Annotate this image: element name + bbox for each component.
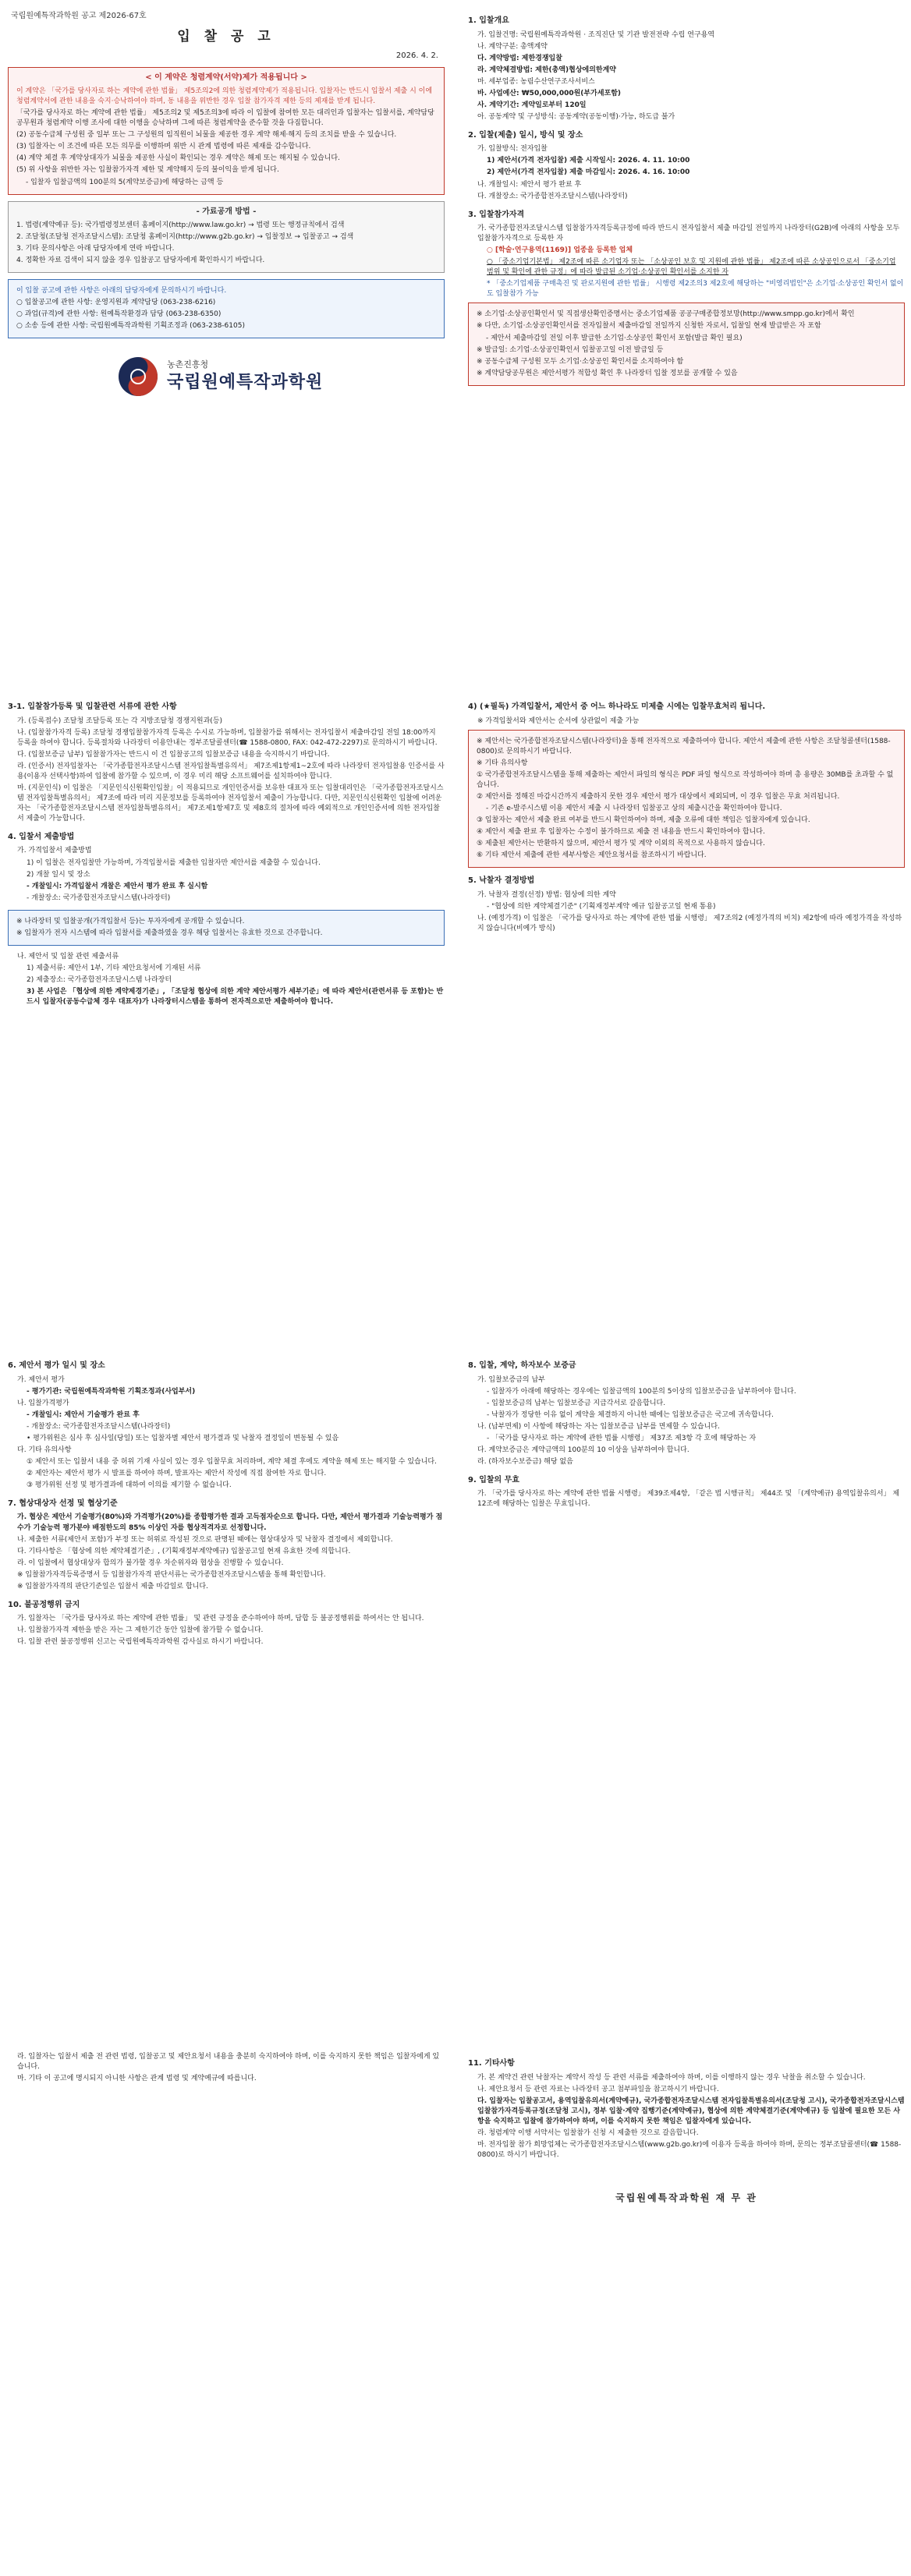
integrity-warning-title: < 이 계약은 청렴계약(서약)제가 적용됩니다 >	[145, 73, 307, 82]
section-heading: 10. 불공정행위 금지	[8, 1600, 80, 1609]
deposit-item: 다. 계약보증금은 계약금액의 100분의 10 이상을 납부하여야 합니다.	[477, 1445, 689, 1454]
submission-note-box	[8, 910, 445, 946]
evaluation-item: - 개찰장소: 국가종합전자조달시스템(나라장터)	[27, 1422, 171, 1431]
issuer-signature: 국립원예특작과학원 재 무 관	[615, 2192, 757, 2203]
eligibility-note: ※ 공동수급체 구성원 모두 소기업·소상공인 확인서를 소지하여야 함	[477, 357, 684, 366]
overview-item: 사. 계약기간: 계약일로부터 120일	[477, 101, 587, 109]
proposal-note: - 기존 e-발주시스템 이용 제안서 제출 시 나라장터 입찰공고 상의 제출시간을 확인하여야 합니다.	[486, 804, 782, 812]
notice-date: 2026. 4. 2.	[395, 51, 438, 61]
negotiation-item: 다. 기타사항은 「협상에 의한 계약체결기준」, (기획재정부계약예규) 입찰공고일 현재 유효한 것에 의합니다.	[17, 1547, 351, 1555]
logo-subtitle: 농촌진흥청	[167, 359, 209, 370]
deposit-item: - 「국가를 당사자로 하는 계약에 관한 법률 시행령」 제37조 제3항 각 호에 해당하는 자	[487, 1434, 757, 1442]
proposal-note: ⑤ 제출된 제안서는 반환하지 않으며, 제안서 평가 및 계약 이외의 목적으로 사용하지 않습니다.	[477, 839, 765, 847]
eligibility-note: - 제안서 제출마감일 전일 이후 발급한 소기업·소상공인 확인서 포함(발급 확인 필요)	[486, 334, 743, 342]
misc-line: 라. 입찰자는 입찰서 제출 전 관련 법령, 입찰공고 및 제안요청서 내용을 충분히 숙지하여야 하며, 이를 숙지하지 못한 책임은 입찰자에게 있습니다.	[17, 2053, 440, 2072]
eligibility-item: 가. 국가종합전자조달시스템 입찰참가자격등록규정에 따라 반드시 전자입찰서 제출 마감일 전일까지 나라장터(G2B)에 아래의 사항을 모두 입찰참가자격으로 등록한 자	[477, 225, 900, 243]
section-heading: 2. 입찰(제출) 일시, 방식 및 장소	[468, 130, 583, 140]
overview-item: 아. 공동계약 및 구성방식: 공동계약(공동이행)·가능, 하도급 불가	[477, 112, 675, 121]
documents-item: 2) 제출장소: 국가종합전자조달시스템 나라장터	[27, 975, 172, 984]
evaluation-item: • 평가위원은 심사 후 심사일(당일) 또는 입찰자별 제안서 평가결과 및 낙찰자 결정일이 변동될 수 있음	[27, 1434, 339, 1442]
section-heading: 5. 낙찰자 결정방법	[468, 876, 535, 886]
overview-item: 마. 세부업종: 농림수산연구조사서비스	[477, 77, 595, 86]
section-heading: 9. 입찰의 무효	[468, 1475, 520, 1484]
contact-line: ○ 입찰공고에 관한 사항: 운영지원과 계약담당 (063-238-6216)	[16, 299, 216, 307]
submission-item: - 개찰장소: 국가종합전자조달시스템(나라장터)	[27, 893, 171, 902]
negotiation-item: 나. 제출한 서류(제안서 포함)가 부정 또는 허위로 작성된 것으로 판명된 때에는 협상대상자 및 낙찰자 결정에서 제외합니다.	[17, 1535, 393, 1544]
schedule-item: 다. 개찰장소: 국가종합전자조달시스템(나라장터)	[477, 192, 628, 200]
documents-item: 1) 제출서류: 제안서 1부, 기타 제안요청서에 기재된 서류	[27, 964, 201, 972]
section-heading: 3. 입찰참가자격	[468, 210, 525, 219]
award-item: 가. 낙찰자 결정(선정) 방법: 협상에 의한 계약	[477, 890, 616, 899]
negotiation-note: ※ 입찰참가자격등록증명서 등 입찰참가자격 판단서류는 국가종합전자조달시스템을 통해 확인합니다.	[17, 1570, 326, 1579]
page-5	[8, 1353, 445, 1945]
section-heading: 8. 입찰, 계약, 하자보수 보증금	[468, 1361, 576, 1370]
notice-title: 입 찰 공 고	[177, 28, 275, 44]
invalid-bid-item: 가. 「국가를 당사자로 하는 계약에 관한 법률 시행령」 제39조제4항, 「같은 법 시행규칙」 제44조 및 「(계약예규) 용역입찰유의서」 제12조에 해당하는 입찰은 무효입니다.	[477, 1490, 900, 1509]
schedule-item: 2) 제안서(가격 전자입찰) 제출 마감일시: 2026. 4. 16. 10:00	[487, 168, 690, 177]
submission-item: 가. 가격입찰서 제출방법	[17, 847, 92, 855]
deposit-item: 나. (납부면제) 이 사항에 해당하는 자는 입찰보증금 납부를 면제할 수 있습니다.	[477, 1422, 720, 1431]
schedule-item: 1) 제안서(가격 전자입찰) 제출 시작일시: 2026. 4. 11. 10:00	[487, 157, 690, 165]
other-item: 가. 본 계약건 관련 낙찰자는 계약서 작성 등 관련 서류를 제출하여야 하며, 이를 이행하지 않는 경우 낙찰을 취소할 수 있습니다.	[477, 2073, 866, 2082]
deposit-item: 라. (하자보수보증금) 해당 없음	[477, 1457, 573, 1466]
other-item: 라. 청렴계약 이행 서약서는 입찰참가 신청 시 제출한 것으로 갈음합니다.	[477, 2128, 699, 2137]
taegeuk-logo-icon	[117, 356, 159, 398]
submission-item: 2) 개찰 일시 및 장소	[27, 870, 90, 879]
proposal-notice-box	[468, 730, 905, 869]
deposit-item: - 입찰보증금의 납부는 입찰보증금 지급각서로 갈음합니다.	[487, 1399, 666, 1407]
other-item: 마. 전자입찰 참가 희망업체는 국가종합전자조달시스템(www.g2b.go.kr)에 이용자 등록을 하여야 하며, 문의는 정부조달콜센터(☎ 1588-0800)로 하시기 바랍니다.	[477, 2140, 902, 2159]
info-line: 4. 정확한 자료 검색이 되지 않을 경우 입찰공고 담당자에게 확인하시기 바랍니다.	[16, 257, 265, 265]
proposal-note: ③ 입찰자는 제안서 제출 완료 여부를 반드시 확인하여야 하며, 제출 오류에 대한 책임은 입찰자에게 있습니다.	[477, 816, 810, 824]
submission-note: ※ 입찰자가 전자 시스템에 따라 입찰서를 제출하였을 경우 해당 입찰서는 유효한 것으로 간주합니다.	[16, 929, 323, 937]
eligibility-notice-box	[468, 303, 905, 385]
registration-item: 나. (입찰참가자격 등록) 조달청 경쟁입찰참가자격 등록은 수시로 가능하며, 입찰참가를 위해서는 전자입찰서 제출마감일 전일 18:00까지 등록을 하여야 합니다. 등록절차와 나라장터 이용안내는 정부조달콜센터(☎ 1588-0800, FAX: 042-472-2297)로 문의하시기 바랍니다.	[17, 728, 438, 747]
evaluation-item: ② 제안자는 제안서 평가 시 발표를 하여야 하며, 발표자는 제안서 작성에 직접 참여한 자로 합니다.	[27, 1469, 327, 1477]
negotiation-item: 가. 협상은 제안서 기술평가(80%)와 가격평가(20%)를 종합평가한 결과 고득점자순으로 합니다. 다만, 제안서 평가결과 기술능력평가 점수가 기술능력 평가분야 배점한도의 85% 이상인 자를 협상적격자로 선정합니다.	[17, 1513, 443, 1532]
section-heading: 4) (★필독) 가격입찰서, 제안서 중 어느 하나라도 미제출 시에는 입찰무효처리 됩니다.	[468, 702, 766, 711]
section-heading: 1. 입찰개요	[468, 16, 509, 25]
page-2	[468, 8, 905, 694]
fairness-item: 다. 입찰 관련 불공정행위 신고는 국립원예특작과학원 감사실로 하시기 바랍니다.	[17, 1638, 264, 1647]
evaluation-item: ① 제안서 또는 입찰서 내용 중 허위 기재 사실이 있는 경우 입찰무효 처리하며, 계약 체결 후에도 계약을 해제 또는 해지할 수 있습니다.	[27, 1457, 437, 1466]
page-7	[8, 2051, 445, 2565]
eligibility-note: ※ 소기업·소상공인확인서 및 직접생산확인증명서는 중소기업제품 공공구매종합정보망(http://www.smpp.go.kr)에서 확인	[477, 310, 855, 319]
proposal-note: ※ 기타 유의사항	[477, 759, 528, 767]
evaluation-item: 가. 제안서 평가	[17, 1375, 65, 1384]
overview-item: 라. 계약체결방법: 제한(총액)협상에의한계약	[477, 65, 617, 74]
award-item: 나. (예정가격) 이 입찰은 「국가를 당사자로 하는 계약에 관한 법률 시행령」 제7조의2 (예정가격의 비치) 제2항에 따라 예정가격을 작성하지 않습니다(비예가 방식)	[477, 914, 902, 932]
eligibility-note: ※ 계약담당공무원은 제안서평가 적합성 확인 후 나라장터 입찰 정보를 공개할 수 있음	[477, 369, 738, 377]
info-line: 3. 기타 문의사항은 아래 담당자에게 연락 바랍니다.	[16, 245, 175, 253]
evaluation-item: ③ 평가위원 선정 및 평가결과에 대하여 이의를 제기할 수 없습니다.	[27, 1481, 232, 1489]
section-heading: 11. 기타사항	[468, 2059, 515, 2068]
submission-item: 1) 이 입찰은 전자입찰만 가능하며, 가격입찰서를 제출한 입찰자만 제안서를 제출할 수 있습니다.	[27, 858, 321, 867]
page-3	[8, 694, 445, 1255]
notice-number: 국립원예특작과학원 공고 제2026-67호	[11, 12, 147, 20]
contact-line: 이 입찰 공고에 관한 사항은 아래의 담당자에게 문의하시기 바랍니다.	[16, 287, 227, 295]
evaluation-item: 나. 입찰가격평가	[17, 1399, 69, 1407]
info-disclosure-title: - 가료공개 방법 -	[196, 207, 257, 216]
contact-line: ○ 소송 등에 관한 사항: 국립원예특작과학원 기획조정과 (063-238-6105)	[16, 322, 245, 331]
warning-line: 이 계약은 「국가를 당사자로 하는 계약에 관한 법률」 제5조의2에 의한 청렴계약제가 적용됩니다. 입찰자는 반드시 입찰서 제출 시 이에 청렴계약서에 관한 내용을 숙지·승낙하여야 하며, 동 내용을 위반한 경우 입찰 참가자격 제한 등의 제재를 받게 됩니다.	[16, 87, 433, 106]
deposit-item: 가. 입찰보증금의 납부	[477, 1375, 545, 1384]
warning-line: (3) 입찰자는 이 조건에 따른 모든 의무를 이행하며 위반 시 관계 법령에 따른 제재를 감수합니다.	[16, 143, 311, 151]
other-item: 나. 제안요청서 등 관련 자료는 나라장터 공고 첨부파일을 참고하시기 바랍니다.	[477, 2085, 719, 2093]
documents-item: 3) 본 사업은 「협상에 의한 계약제경기준」, 「조달청 협상에 의한 계약 제안서평가 세부기준」에 따라 제안서(관련서류 등 포함)는 반드시 입찰자(공동수급체 경우 대표자)가 나라장터시스템을 통하여 전자적으로만 제출하여야 합니다.	[27, 987, 444, 1006]
eligibility-item: ○ 「중소기업기본법」 제2조에 따른 소기업자 또는 「소상공인 보호 및 지원에 관한 법률」 제2조에 따른 소상공인으로서 「중소기업 범위 및 확인에 관한 규정」에 따라 발급된 소기업·소상공인 확인서를 소지한 자	[487, 258, 896, 277]
page-6	[468, 1353, 905, 1945]
proposal-note: ※ 제안서는 국가종합전자조달시스템(나라장터)을 통해 전자적으로 제출하여야 합니다. 제안서 제출에 관한 사항은 조달청콜센터(1588-0800)로 문의하시기 바랍니다.	[477, 737, 891, 755]
schedule-item: 가. 입찰방식: 전자입찰	[477, 145, 548, 154]
warning-line: - 입찰자 입찰금액의 100분의 5(계약보증금)에 해당하는 금액 등	[26, 178, 224, 186]
overview-item: 나. 계약구분: 총액계약	[477, 42, 548, 51]
schedule-item: 나. 개찰일시: 제안서 평가 완료 후	[477, 180, 582, 189]
warning-line: (4) 계약 체결 후 계약상대자가 뇌물을 제공한 사실이 확인되는 경우 계약은 해제 또는 해지될 수 있습니다.	[16, 154, 340, 163]
info-line: 1. 법령(계약예규 등): 국가법령정보센터 홈페이지(http://www.law.go.kr) → 법령 또는 행정규칙에서 검색	[16, 221, 345, 230]
page-1	[8, 8, 445, 694]
negotiation-note: ※ 입찰참가자격의 판단기준일은 입찰서 제출 마감일로 합니다.	[17, 1582, 208, 1591]
overview-item: 바. 사업예산: ₩50,000,000원(부가세포함)	[477, 89, 622, 97]
submission-item: - 개찰일시: 가격입찰서 개찰은 제안서 평가 완료 후 실시함	[27, 882, 208, 890]
proposal-note: ② 제안서를 정해진 마감시간까지 제출하지 못한 경우 제안서 평가 대상에서 제외되며, 이 경우 입찰은 무효 처리됩니다.	[477, 792, 840, 801]
registration-item: 가. (등록접수) 조달청 조달등록 또는 각 지방조달청 경쟁지원과(등)	[17, 717, 222, 725]
page-4	[468, 694, 905, 1255]
negotiation-item: 라. 이 입찰에서 협상대상자 합의가 불가할 경우 차순위자와 협상을 진행할 수 있습니다.	[17, 1559, 284, 1567]
award-item: - "협상에 의한 계약체결기준" (기획재정부계약 예규 입찰공고일 현재 통용)	[487, 902, 716, 911]
submission-sub-note: ※ 가격입찰서와 제안서는 순서에 상관없이 제출 가능	[477, 717, 640, 725]
proposal-note: ① 국가종합전자조달시스템을 통해 제출하는 제안서 파일의 형식은 PDF 파일 형식으로 작성하여야 하며 총 용량은 30MB를 초과할 수 없습니다.	[477, 770, 894, 789]
eligibility-note: ※ 발급일: 소기업·소상공인확인서 입찰공고일 이전 발급일 등	[477, 345, 664, 354]
evaluation-item: - 개찰일시: 제안서 기술평가 완료 후	[27, 1410, 140, 1419]
logo-title: 국립원예특작과학원	[167, 373, 324, 393]
institute-logo	[117, 356, 445, 398]
submission-note: ※ 나라장터 및 입찰공개(가격입찰서 등)는 투자자에게 공개할 수 있습니다.	[16, 917, 245, 925]
proposal-note: ④ 제안서 제출 완료 후 입찰자는 수정이 불가하므로 제출 전 내용을 반드시 확인하여야 합니다.	[477, 827, 765, 836]
evaluation-item: 다. 기타 유의사항	[17, 1445, 72, 1454]
info-line: 2. 조달청(조달청 전자조달시스템): 조달청 홈페이지(http://www.g2b.go.kr) → 입찰정보 → 입찰공고 → 검색	[16, 233, 354, 242]
other-item: 다. 입찰자는 입찰공고서, 용역입찰유의서(계약예규), 국가종합전자조달시스템 전자입찰특별유의서(조달청 고시), 국가종합전자조달시스템 입찰참가자격등록규정(조달청 고시), 정부 입찰·계약 집행기준(계약예규), 협상에 의한 계약체결기준(계약예규) 등 입찰에 필요한 모든 사항을 숙지하고 입찰에 참가하여야 하며, 이를 숙지하지 못한 책임은 입찰자에게 있습니다.	[477, 2097, 905, 2125]
fairness-item: 가. 입찰자는 「국가를 당사자로 하는 계약에 관한 법률」 및 관련 규정을 준수하여야 하며, 담합 등 불공정행위를 하여서는 안 됩니다.	[17, 1615, 424, 1623]
overview-item: 다. 계약방법: 제한경쟁입찰	[477, 54, 562, 62]
contact-box	[8, 279, 445, 338]
eligibility-note: ※ 다만, 소기업·소상공인확인서를 전자입찰서 제출마감일 전일까지 신청한 자로서, 입찰일 현재 발급받은 자 포함	[477, 322, 821, 331]
documents-item: 나. 제안서 및 입찰 관련 제출서류	[17, 952, 119, 961]
eligibility-item: ○ [학술·연구용역(1169)] 업종을 등록한 업체	[487, 246, 633, 255]
evaluation-item: - 평가기관: 국립원예특작과학원 기획조정과(사업부서)	[27, 1387, 196, 1396]
section-heading: 7. 협상대상자 선정 및 협상기준	[8, 1499, 118, 1508]
registration-item: 다. (입찰보증금 납부) 입찰참가자는 반드시 이 건 입찰공고의 입찰보증금 내용을 숙지하시기 바랍니다.	[17, 750, 330, 759]
section-heading: 6. 제안서 평가 일시 및 장소	[8, 1361, 105, 1370]
deposit-item: - 낙찰자가 정당한 이유 없이 계약을 체결하지 아니한 때에는 입찰보증금은 국고에 귀속합니다.	[487, 1410, 774, 1419]
proposal-note: ⑥ 기타 제안서 제출에 관한 세부사항은 제안요청서를 참조하시기 바랍니다.	[477, 851, 707, 860]
fairness-item: 나. 입찰참가자격 제한을 받은 자는 그 제한기간 동안 입찰에 참가할 수 없습니다.	[17, 1626, 264, 1635]
contact-line: ○ 과업(규격)에 관한 사항: 원예특작환경과 담당 (063-238-6350)	[16, 310, 222, 319]
section-heading: 4. 입찰서 제출방법	[8, 832, 75, 841]
section-heading: 3-1. 입찰참가등록 및 입찰관련 서류에 관한 사항	[8, 702, 177, 711]
misc-line: 마. 기타 이 공고에 명시되지 아니한 사항은 관계 법령 및 계약예규에 따릅니다.	[17, 2075, 257, 2083]
warning-line: (2) 공동수급체 구성원 중 일부 또는 그 구성원의 임직원이 뇌물을 제공한 경우 계약 해제·해지 등의 조치를 받을 수 있습니다.	[16, 131, 397, 140]
warning-line: (5) 위 사항을 위반한 자는 입찰참가자격 제한 및 계약해지 등의 불이익을 받게 됩니다.	[16, 166, 279, 175]
eligibility-item: * 「중소기업제품 구매촉진 및 판로지원에 관한 법률」 시행령 제2조의3 제2호에 해당하는 "비영리법인"은 소기업·소상공인 확인서 없이도 입찰참가 가능	[487, 280, 904, 299]
warning-line: 「국가를 당사자로 하는 계약에 관한 법률」 제5조의2 및 제5조의3에 따라 이 입찰에 참여한 모든 대리인과 입찰자는 입찰서를, 계약담당공무원과 청렴계약 이행 조사에 대한 이행을 승낙하며 그에 따른 청렴계약을 준수할 것을 다짐합니다.	[16, 109, 434, 128]
info-disclosure-box	[8, 201, 445, 274]
page-8	[468, 2051, 905, 2565]
registration-item: 마. (지문인식) 이 입찰은 「지문인식신원확인입찰」이 적용되므로 개인인증서를 보유한 대표자 또는 입찰대리인은 「국가종합전자조달시스템 전자입찰특별유의서」 제7조에 따라 미리 지문정보를 등록하여야 전자입찰서 제출이 가능합니다. 다만, 지문인식신원확인 입찰에 어려운 자는 「국가종합전자조달시스템 전자입찰특별유의서」 제7조제1항제7호 및 제8호의 절차에 따라 예외적으로 개인인증서에 의한 전자입찰서 제출이 가능합니다.	[17, 784, 444, 823]
integrity-warning-box	[8, 67, 445, 195]
registration-item: 라. (인증서) 전자입찰자는 「국가종합전자조달시스템 전자입찰특별유의서」 제7조제1항제1~2호에 따라 나라장터 전자입찰용 인증서를 사용(이용자 선택사항)하여 입찰에 참가할 수 있으며, 이 경우 미리 해당 소프트웨어를 설치하여야 합니다.	[17, 762, 445, 780]
deposit-item: - 입찰자가 아래에 해당하는 경우에는 입찰금액의 100분의 5이상의 입찰보증금을 납부하여야 합니다.	[487, 1387, 796, 1396]
overview-item: 가. 입찰건명: 국립원예특작과학원 · 조직진단 및 기관 발전전략 수립 연구용역	[477, 30, 715, 39]
